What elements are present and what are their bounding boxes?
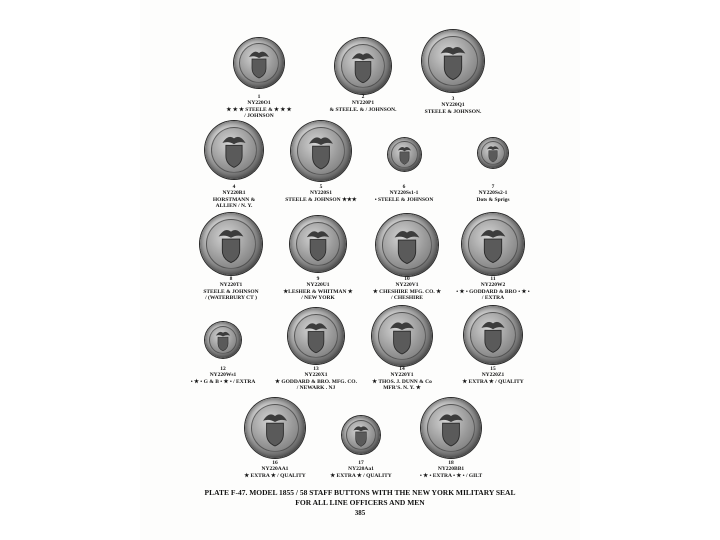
eagle-icon — [481, 322, 504, 329]
button-code: NY220U1 — [306, 282, 330, 289]
eagle-icon — [219, 230, 244, 238]
button-code: NY220R1 — [222, 190, 246, 197]
button-code: NY220V1 — [395, 282, 419, 289]
button-image — [388, 138, 421, 171]
shield-icon — [355, 62, 371, 83]
seal-emblem — [372, 306, 432, 366]
button-code: NY220O1 — [247, 100, 271, 107]
button-line1: ★ EXTRA ★ / QUALITY — [462, 378, 524, 385]
shield-icon — [252, 59, 266, 78]
seal-emblem — [376, 214, 438, 276]
eagle-icon — [222, 137, 245, 144]
button-line2: / EXTRA — [481, 294, 505, 301]
button-image — [478, 138, 508, 168]
shield-icon — [313, 146, 330, 169]
button-caption — [448, 276, 538, 301]
button-caption — [316, 460, 406, 479]
button-line1: ★LESHER & WHITMAN ★ — [283, 288, 353, 295]
seal-emblem — [245, 398, 305, 458]
button-image — [205, 121, 263, 179]
button-code: NY220Q1 — [441, 102, 465, 109]
button-line1: ★ EXTRA ★ / QUALITY — [244, 472, 306, 479]
button-number: 1 — [257, 94, 261, 100]
button-image — [342, 416, 380, 454]
eagle-icon — [353, 426, 368, 431]
eagle-icon — [307, 231, 329, 238]
seal-emblem — [234, 38, 284, 88]
button-image — [462, 213, 524, 275]
button-line1: ★ GODDARD & BRO. MFG. CO. — [275, 378, 357, 385]
button-caption — [453, 184, 533, 203]
button-image — [335, 38, 391, 94]
shield-icon — [484, 239, 501, 263]
button-line1: • ★ • G & B • ★ • / EXTRA — [190, 378, 256, 385]
button-code: NY220AA1 — [261, 466, 289, 473]
button-image — [422, 30, 484, 92]
button-line1: ★ EXTRA ★ / QUALITY — [330, 472, 392, 479]
button-number: 13 — [313, 366, 319, 372]
button-code: NY220Z1 — [481, 372, 505, 379]
button-image — [464, 306, 522, 364]
button-number: 12 — [220, 366, 226, 372]
shield-icon — [489, 151, 497, 162]
shield-icon — [398, 240, 415, 264]
button-caption — [183, 366, 263, 385]
button-caption — [276, 184, 366, 203]
page-number: 385 — [354, 509, 366, 517]
button-code: NY220X1 — [304, 372, 328, 379]
eagle-icon — [249, 52, 269, 58]
button-code: NY220Aa1 — [348, 466, 374, 473]
seal-emblem — [205, 121, 263, 179]
button-number: 8 — [229, 276, 233, 282]
button-line2: MFR'S. N. Y. ★ — [383, 384, 421, 391]
button-image — [291, 121, 351, 181]
button-line1: HORSTMANN & — [212, 196, 256, 203]
eagle-icon — [395, 231, 420, 239]
shield-icon — [226, 145, 242, 167]
button-image — [372, 306, 432, 366]
button-caption — [230, 460, 320, 479]
shield-icon — [485, 330, 501, 352]
shield-icon — [394, 331, 411, 354]
button-line1: ★ THOS. J. DUNN & Co — [372, 378, 432, 385]
shield-icon — [310, 240, 326, 261]
button-number: 15 — [490, 366, 496, 372]
shield-icon — [400, 152, 409, 165]
button-line1: STEELE & JOHNSON — [203, 288, 259, 295]
button-caption — [194, 184, 274, 209]
plate-title-line2: FOR ALL LINE OFFICERS AND MEN — [295, 498, 425, 507]
seal-emblem — [421, 398, 481, 458]
button-code: NY220S1 — [309, 190, 332, 197]
button-line2: / JOHNSON — [244, 112, 274, 119]
button-number: 17 — [358, 460, 364, 466]
button-number: 2 — [361, 94, 365, 100]
eagle-icon — [439, 414, 463, 422]
seal-emblem — [388, 138, 421, 171]
button-caption — [271, 366, 361, 391]
eagle-icon — [441, 47, 466, 55]
button-code: NY220Ws1 — [209, 372, 237, 379]
button-image — [290, 216, 346, 272]
seal-emblem — [200, 213, 262, 275]
button-line1: Dots & Sprigs — [476, 196, 510, 203]
button-caption — [357, 366, 447, 391]
button-code: NY220Ss1-1 — [389, 190, 419, 197]
shield-icon — [443, 423, 460, 446]
button-image — [234, 38, 284, 88]
button-image — [205, 322, 241, 358]
button-line1: STEELE & JOHNSON. — [424, 108, 482, 115]
button-caption — [364, 184, 444, 203]
eagle-icon — [216, 332, 230, 337]
button-line1: ★ CHESHIRE MFG. CO. ★ — [372, 288, 442, 295]
button-caption — [362, 276, 452, 301]
button-image — [421, 398, 481, 458]
button-line1: ★ ★ ★ STEELE & ★ ★ ★ — [226, 106, 292, 113]
shield-icon — [218, 337, 228, 351]
plate-title — [200, 488, 520, 508]
eagle-icon — [481, 230, 506, 238]
button-caption — [186, 276, 276, 301]
seal-emblem — [462, 213, 524, 275]
button-image — [288, 308, 344, 364]
eagle-icon — [390, 322, 414, 330]
button-code: NY220P1 — [351, 100, 375, 107]
eagle-icon — [305, 323, 327, 330]
seal-emblem — [342, 416, 380, 454]
button-caption — [219, 94, 299, 119]
button-caption — [273, 276, 363, 301]
button-number: 6 — [402, 184, 406, 190]
button-line1: & STEELE. & / JOHNSON. — [329, 106, 397, 113]
seal-emblem — [288, 308, 344, 364]
button-number: 5 — [319, 184, 323, 190]
seal-emblem — [478, 138, 508, 168]
button-caption — [448, 366, 538, 385]
button-number: 3 — [451, 96, 455, 102]
seal-emblem — [335, 38, 391, 94]
button-number: 16 — [272, 460, 278, 466]
button-line2: ALLIEN / N. Y. — [215, 202, 253, 209]
button-line2: / CHESHIRE — [391, 294, 423, 301]
button-number: 7 — [491, 184, 495, 190]
button-code: NY220Y1 — [390, 372, 414, 379]
eagle-icon — [398, 147, 411, 151]
shield-icon — [356, 432, 367, 446]
eagle-icon — [263, 414, 287, 422]
button-number: 14 — [399, 366, 405, 372]
button-line1: STEELE & JOHNSON ★★★ — [285, 196, 357, 203]
button-code: NY220BB1 — [437, 466, 465, 473]
seal-emblem — [290, 216, 346, 272]
button-number: 9 — [316, 276, 320, 282]
seal-emblem — [205, 322, 241, 358]
button-caption — [406, 460, 496, 479]
seal-emblem — [464, 306, 522, 364]
button-caption — [318, 94, 408, 113]
button-code: NY220W2 — [480, 282, 506, 289]
seal-emblem — [291, 121, 351, 181]
button-number: 10 — [404, 276, 410, 282]
plate-title-line1: PLATE F-47. MODEL 1855 / 58 STAFF BUTTONS WITH THE NEW YORK MILITARY SEAL — [204, 488, 516, 497]
eagle-icon — [352, 53, 374, 60]
eagle-icon — [309, 137, 333, 145]
shield-icon — [444, 56, 461, 80]
button-caption — [413, 96, 493, 115]
button-line2: / NEW YORK — [301, 294, 335, 301]
button-line1: • ★ • GODDARD & BRO • ★ • — [456, 288, 530, 295]
shield-icon — [308, 332, 324, 353]
shield-icon — [222, 239, 239, 263]
eagle-icon — [487, 146, 499, 150]
seal-emblem — [422, 30, 484, 92]
button-code: NY220T1 — [219, 282, 243, 289]
button-number: 11 — [490, 276, 496, 282]
button-line2: / (WATERBURY CT ) — [205, 294, 257, 301]
button-number: 4 — [232, 184, 236, 190]
button-image — [200, 213, 262, 275]
button-image — [245, 398, 305, 458]
button-code: NY220Ss2-1 — [478, 190, 508, 197]
shield-icon — [267, 423, 284, 446]
button-line2: / NEWARK . NJ — [296, 384, 336, 391]
button-line1: • ★ • EXTRA • ★ • / GILT — [419, 472, 483, 479]
button-line1: • STEELE & JOHNSON — [374, 196, 434, 203]
button-number: 18 — [448, 460, 454, 466]
button-image — [376, 214, 438, 276]
